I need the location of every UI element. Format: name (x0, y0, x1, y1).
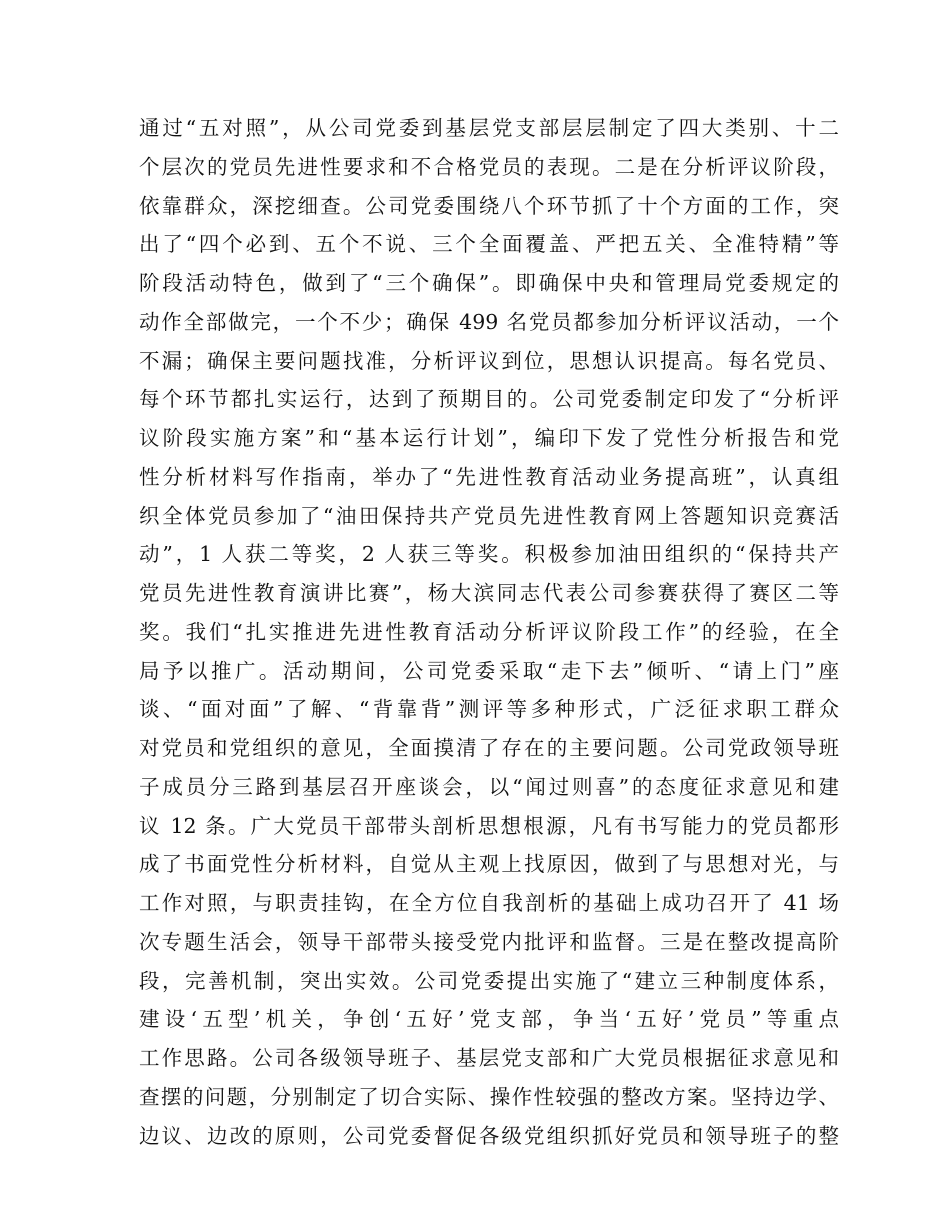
text-line: 不漏；确保主要问题找准，分析评议到位，思想认识提高。每名党员、 (139, 348, 839, 373)
text-line: 出了“四个必到、五个不说、三个全面覆盖、严把五关、全准特精”等 (139, 232, 839, 257)
text-line: 成了书面党性分析材料，自觉从主观上找原因，做到了与思想对光，与 (139, 852, 839, 877)
text-line: 个层次的党员先进性要求和不合格党员的表现。二是在分析评议阶段， (139, 154, 839, 179)
text-line: 局予以推广。活动期间，公司党委采取“走下去”倾听、“请上门”座 (139, 658, 839, 683)
text-line: 查摆的问题，分别制定了切合实际、操作性较强的整改方案。坚持边学、 (139, 1084, 839, 1109)
text-line: 对党员和党组织的意见，全面摸清了存在的主要问题。公司党政领导班 (139, 736, 839, 760)
text-line: 议 12 条。广大党员干部带头剖析思想根源，凡有书写能力的党员都形 (139, 813, 839, 838)
text-line: 阶段活动特色，做到了“三个确保”。即确保中央和管理局党委规定的 (139, 271, 839, 295)
text-line: 性分析材料写作指南，举办了“先进性教育活动业务提高班”，认真组 (139, 464, 839, 489)
text-line: 动作全部做完，一个不少；确保 499 名党员都参加分析评议活动，一个 (139, 309, 839, 334)
text-line: 党员先进性教育演讲比赛”，杨大滨同志代表公司参赛获得了赛区二等 (139, 581, 839, 605)
text-line: 动”，1 人获二等奖，2 人获三等奖。积极参加油田组织的“保持共产 (139, 542, 839, 567)
text-line: 次专题生活会，领导干部带头接受党内批评和监督。三是在整改提高阶 (139, 929, 839, 954)
text-line: 议阶段实施方案”和“基本运行计划”，编印下发了党性分析报告和党 (139, 426, 839, 450)
text-line: 织全体党员参加了“油田保持共产党员先进性教育网上答题知识竞赛活 (139, 503, 839, 528)
text-line: 子成员分三路到基层召开座谈会，以“闻过则喜”的态度征求意见和建 (139, 774, 839, 799)
text-line: 段，完善机制，突出实效。公司党委提出实施了“建立三种制度体系， (139, 968, 839, 993)
text-line: 建设‘五型’机关，争创‘五好’党支部，争当‘五好’党员”等重点 (139, 1007, 839, 1032)
text-line: 工作对照，与职责挂钩，在全方位自我剖析的基础上成功召开了 41 场 (139, 891, 839, 915)
text-line: 每个环节都扎实运行，达到了预期目的。公司党委制定印发了“分析评 (139, 387, 839, 412)
text-line: 奖。我们“扎实推进先进性教育活动分析评议阶段工作”的经验，在全 (139, 619, 839, 644)
text-line: 边议、边改的原则，公司党委督促各级党组织抓好党员和领导班子的整 (139, 1123, 839, 1148)
text-line: 通过“五对照”，从公司党委到基层党支部层层制定了四大类别、十二 (139, 116, 839, 140)
body-text (139, 109, 839, 1155)
text-line: 依靠群众，深挖细查。公司党委围绕八个环节抓了十个方面的工作，突 (139, 193, 839, 218)
text-line: 工作思路。公司各级领导班子、基层党支部和广大党员根据征求意见和 (139, 1046, 839, 1070)
text-line: 谈、“面对面”了解、“背靠背”测评等多种形式，广泛征求职工群众 (139, 697, 839, 722)
